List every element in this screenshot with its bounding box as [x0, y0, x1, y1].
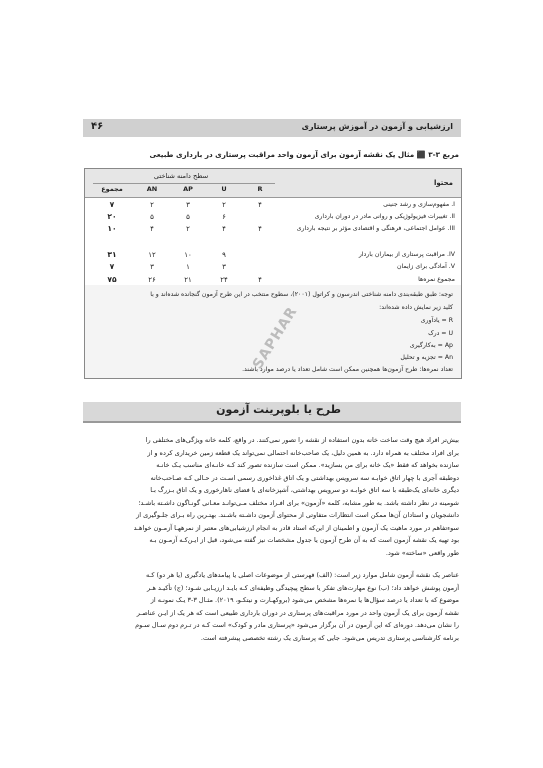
running-title: ارزشیابی و آزمون در آموزش پرستاری [301, 122, 453, 131]
cell-total: ۷ [109, 200, 115, 209]
text-line: را نشان می‌دهد. دوره‌ای که این آزمون در آن برگزار می‌شود «پرستاری مادر و کودک» است کـه در تـرم دوم سـال سـوم [135, 621, 459, 629]
column-header-an: AN [146, 185, 158, 193]
note-line: تعداد نمره‌ها: طرح آزمون‌ها همچنین ممکن است شامل تعداد یا درصد موارد باشند. [242, 366, 453, 373]
column-header-total: مجموع [101, 185, 123, 193]
text-line: نقشه آزمون برای یک آزمون واحد در مورد مراقبت‌های پرستاری در دوران بارداری طبیعی است که هر یک از ایـن عناصـر [136, 608, 459, 617]
cell-u: ۶ [222, 213, 226, 221]
running-header [83, 119, 461, 137]
text-line: شومینه در نظر داشته باشد. به طور مشابه، کلمه «آزمون» برای افـراد مختلف مـی‌توانـد معـانی گونـاگون داشـته باشـد؛ [138, 498, 459, 507]
text-line: عناصر یک نقشه آزمون شامل موارد زیر است: (الف) فهرستی از موضوعات اصلی یا پیامدهای یادگیری (یا هر دو) کـه [146, 571, 459, 579]
note-key-an: An = تجزیه و تحلیل [400, 354, 453, 361]
paragraph-1 [83, 434, 459, 559]
watermark: SAPHAR [249, 303, 301, 373]
cell-u: ۳ [222, 263, 226, 271]
cell-u: ۲ [222, 201, 226, 209]
cell-ap: ۲۱ [184, 276, 192, 284]
cell-ap: ۱۰ [184, 251, 192, 259]
cell-an: ۱۲ [148, 251, 156, 259]
cell-u: ۴ [222, 225, 226, 233]
cell-an: ۲۶ [148, 276, 156, 284]
column-header-r: R [257, 185, 263, 193]
text-line: بیش‌تر افراد هیچ وقت ساخت خانه بدون استفاده از نقشه را تصور نمی‌کنند. در واقع، کلمه خانه ویژگی‌های مختلفی را [145, 436, 459, 444]
cell-an: ۲ [150, 201, 154, 209]
cell-an: ۵ [150, 213, 154, 221]
text-line: سوءتفاهم در مورد ماهیت یک آزمون و اطمینان از این‌که استاد قادر به انجام ارزشیابی‌های معتبر از نمرههـا آزمـون خواهـد [133, 523, 459, 532]
cell-total: ۱۰ [107, 224, 117, 233]
cognitive-domain-header: سطح دامنه شناختی [153, 172, 209, 180]
cell-total: ۷ [109, 262, 115, 271]
text-line: دانشجویان و استادان آن‌ها ممکن است انتظارات متفاوتی از محتوای آزمون داشـته باشـند. بهتـرین راه بـرای جلـوگیری از [136, 511, 459, 519]
cell-ap: ۵ [186, 213, 190, 221]
cell-u: ۹ [222, 251, 226, 259]
cell-u: ۲۴ [220, 276, 228, 284]
row-label: مجموع نمره‌ها [418, 276, 455, 283]
section-heading [83, 402, 461, 423]
test-blueprint-table [84, 168, 462, 287]
text-line: دوطبقه آجری با چهار اتاق خوابـه سه سرویس بهداشتی و یک اتاق غذاخوری رسمی اسـت در حـالی کـه صـاحب‌خانه [150, 473, 459, 482]
text-line: برای افراد مختلف به همراه دارد. به همین دلیل، یک صاحب‌خانه احتمالی نمی‌تواند یک قطعه زمین خریداری کرده و از [147, 448, 459, 457]
cell-ap: ۳ [186, 201, 190, 209]
cell-total: ۲۰ [107, 212, 117, 221]
cell-ap: ۲ [186, 225, 190, 233]
cell-r: ۴ [258, 201, 262, 209]
header-divider [93, 183, 275, 184]
cell-total: ۷۵ [107, 275, 117, 284]
content-column-header: محتوا [433, 179, 453, 187]
note-key-u: U = درک [428, 330, 453, 337]
text-line: بود تهیه یک نقشه آزمون است که به آن طرح آزمون یا جدول مشخصات نیز گفته می‌شود، قبل از ایـن‌کـه آزمـون بـه [149, 536, 459, 544]
text-line: طور واقعی «ساخته» شود. [385, 548, 459, 557]
paragraph-2 [83, 569, 459, 644]
cell-an: ۳ [150, 263, 154, 271]
row-label: I. مفهوم‌سازی و رشد جنینی [383, 201, 455, 208]
row-label: IV. مراقبت پرستاری از بیماران باردار [358, 251, 455, 258]
row-label: II. تغییرات فیزیولوژیکی و روانی مادر در دوران بارداری [314, 213, 455, 220]
cell-an: ۴ [150, 225, 154, 233]
text-line: دیگری خانه‌ای یک‌طبقه با سه اتاق خوابـه دو سرویس بهداشتی، آشپزخانه‌ای با فضای ناهارخوری و یک اتاق بـزرگ بـا [150, 486, 459, 494]
cell-r: ۴ [258, 276, 262, 284]
table-caption: مربع ۳-۳ ⬛ مثال یک نقشه آزمون برای آزمون واحد مراقبت پرستاری در بارداری طبیعی [149, 150, 459, 159]
row-label: III. عوامل اجتماعی، فرهنگی و اقتصادی مؤثر بر نتیجه بارداری [296, 225, 455, 232]
text-line: آزمون پوشش خواهد داد؛ (ب) نوع مهارت‌های تفکر یا سطح پیچیدگی وظیفه‌ای کـه بایـد ارزیـابی شـود؛ (ج) تأکیـد هـر [146, 583, 459, 592]
cell-ap: ۱ [186, 263, 190, 271]
text-line: موضوع که با تعداد یا درصد سؤال‌ها یا نمره‌ها مشخص می‌شود (بروکهـارت و نیتکـو، ۲۰۱۹). مثـال ۳-۳ یـک نمونـه از [150, 596, 459, 604]
cell-r: ۴ [258, 225, 262, 233]
row-label: V. آمادگی برای زایمان [396, 263, 455, 270]
note-line: توجه: طبق طبقه‌بندی دامنه شناختی اندرسون و کراتول (۲۰۰۱)، سطوح منتخب در این طرح آزمون گنجانده شده‌اند و با [150, 291, 453, 298]
section-title: طرح یا بلوپرینت آزمون [216, 403, 341, 416]
column-header-ap: AP [183, 185, 193, 193]
column-header-u: U [221, 185, 227, 193]
text-line: سازنده بخواهد که فقط «یک خانه برای من بسازید». ممکن است سازنده تصور کند کـه خانـه‌ای مناسب یـک خانـه [156, 461, 459, 469]
cell-total: ۳۱ [107, 250, 117, 259]
page-number: ۴۶ [91, 121, 104, 132]
note-key-ap: Ap = به‌کارگیری [409, 342, 453, 349]
text-line: برنامه کارشناسی پرستاری تدریس می‌شود. جایی که پرستاری یک رشته تخصصی پیشرفته است. [200, 633, 459, 642]
note-key-r: R = یادآوری [420, 317, 453, 324]
table-header [85, 169, 461, 198]
note-line: کلید زیر نمایش داده شده‌اند: [379, 304, 453, 311]
